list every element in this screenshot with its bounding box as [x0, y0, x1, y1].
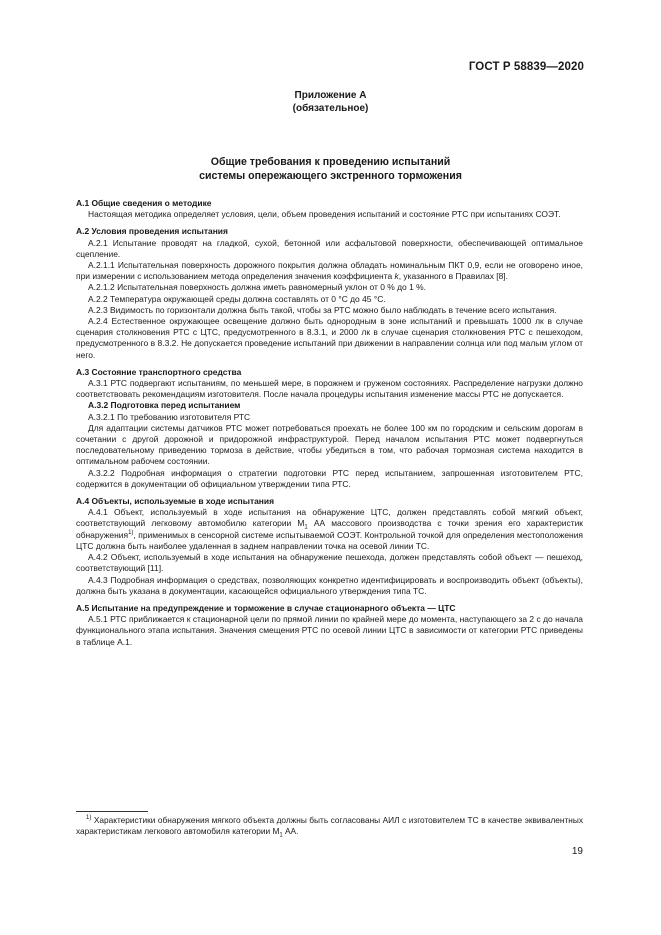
paragraph: А.3.2.2 Подробная информация о стратегии подготовки РТС перед испытанием, запрошенная изготовителем РТС, содержится в документации об официальном утверждении типа РТС. [76, 467, 583, 489]
paragraph: А.2.1.2 Испытательная поверхность должна иметь равномерный уклон от 0 % до 1 %. [88, 282, 426, 293]
section-heading-a4: А.4 Объекты, используемые в ходе испытания [76, 496, 274, 507]
subsection-heading-a3-2: А.3.2 Подготовка перед испытанием [88, 400, 241, 411]
title-line-1: Общие требования к проведению испытаний [210, 156, 451, 168]
annex-status: (обязательное) [292, 103, 369, 114]
paragraph: А.2.4 Естественное окружающее освещение должно быть однородным в зоне испытаний и превышать 1000 лк в случае сценария столкновения РТС с ЦТС, предусмотренного в 8.3.1, и 2000 лк в случае сценария столкновения РТС с пешеходом, предусмотренного в 8.3.2. Не допускается проведение испытаний при движении в направлении солнца или под малым углом от него. [76, 316, 583, 360]
paragraph: А.2.1 Испытание проводят на гладкой, сухой, бетонной или асфальтовой поверхности, обеспечивающей оптимальное сцепление. [76, 237, 583, 259]
paragraph: А.2.2 Температура окружающей среды должна составлять от 0 °С до 45 °С. [88, 293, 386, 304]
paragraph: А.4.2 Объект, используемый в ходе испытания на обнаружение пешехода, должен представлять собой объект — пешеход, соответствующий [11]. [76, 552, 583, 574]
paragraph: А.2.3 Видимость по горизонтали должна быть такой, чтобы за РТС можно было наблюдать в течение всего испытания. [88, 304, 557, 315]
annex-heading [0, 89, 661, 115]
paragraph: А.4.3 Подробная информация о средствах, позволяющих конкретно идентифицировать и воспроизводить объект (объекты), должна быть указана в документации, касающейся официального утверждения типа ТС. [76, 574, 583, 596]
title-line-2: системы опережающего экстренного торможения [199, 170, 462, 182]
section-heading-a1: А.1 Общие сведения о методике [76, 198, 212, 208]
document-body [76, 198, 583, 648]
paragraph: А.3.1 РТС подвергают испытаниям, по меньшей мере, в порожнем и груженом состояниях. Распределение нагрузки должно соответствовать рекомендациям изготовителя. После начала процедуры испытания изменение массы РТС не допускается. [76, 378, 583, 400]
document-code: ГОСТ Р 58839—2020 [468, 61, 584, 73]
footnote-reference[interactable]: 1) [128, 529, 134, 536]
annex-main-title [0, 155, 661, 183]
paragraph: Настоящая методика определяет условия, цели, объем проведения испытаний и состояние РТС при испытаниях СОЭТ. [88, 209, 561, 220]
footnote-separator [76, 811, 148, 812]
section-heading-a2: А.2 Условия проведения испытания [76, 226, 228, 237]
paragraph: А.3.2.1 По требованию изготовителя РТС [88, 411, 251, 422]
section-heading-a3: А.3 Состояние транспортного средства [76, 366, 242, 377]
paragraph: А.5.1 РТС приближается к стационарной цели по прямой линии по крайней мере до момента, наступающего за 2 с до начала функционального этапа испытания. Значения смещения РТС по осевой линии ЦТС в зависимости от категории РТС приведены в таблице А.1. [76, 614, 583, 647]
annex-title: Приложение А [294, 90, 367, 101]
section-heading-a5: А.5 Испытание на предупреждение и торможение в случае стационарного объекта — ЦТС [76, 602, 456, 613]
paragraph: Для адаптации системы датчиков РТС может потребоваться проехать не более 100 км по городским и сельским дорогам в сочетании с другой дорожной и придорожной инфраструктурой. Перед началом испытания РТС может подвергнуться последовательному приведению тормоза в действие, чтобы убедиться в том, что рабочая тормозная система находится в оптимальном рабочем состоянии. [76, 422, 583, 467]
paragraph: А.4.1 Объект, используемый в ходе испытания на обнаружение ЦТС, должен представлять собой мягкий объект, соответствующий легковому автомобилю категории $М_1$ АА массового производства с точки зрения его характеристик обнаружения$^{1)}$, применимых в сенсорной системе испытываемой СОЭТ. Контрольной точкой для определения местоположения ЦТС должна быть наиболее удаленная в заднем направлении точка на осевой линии ТС. [76, 507, 583, 551]
footnote: $^{1)}$ Характеристики обнаружения мягкого объекта должны быть согласованы АИЛ с изготовителем ТС в качестве эквивалентных характеристикам легкового автомобиля категории $М_1$ АА. [76, 815, 583, 839]
paragraph: А.2.1.1 Испытательная поверхность дорожного покрытия должна обладать номинальным ПКТ 0,9, если не оговорено иное, при измерении с использованием метода определения значения коэффициента k, указанного в Правилах [8]. [76, 260, 583, 282]
page-number: 19 [571, 846, 583, 857]
